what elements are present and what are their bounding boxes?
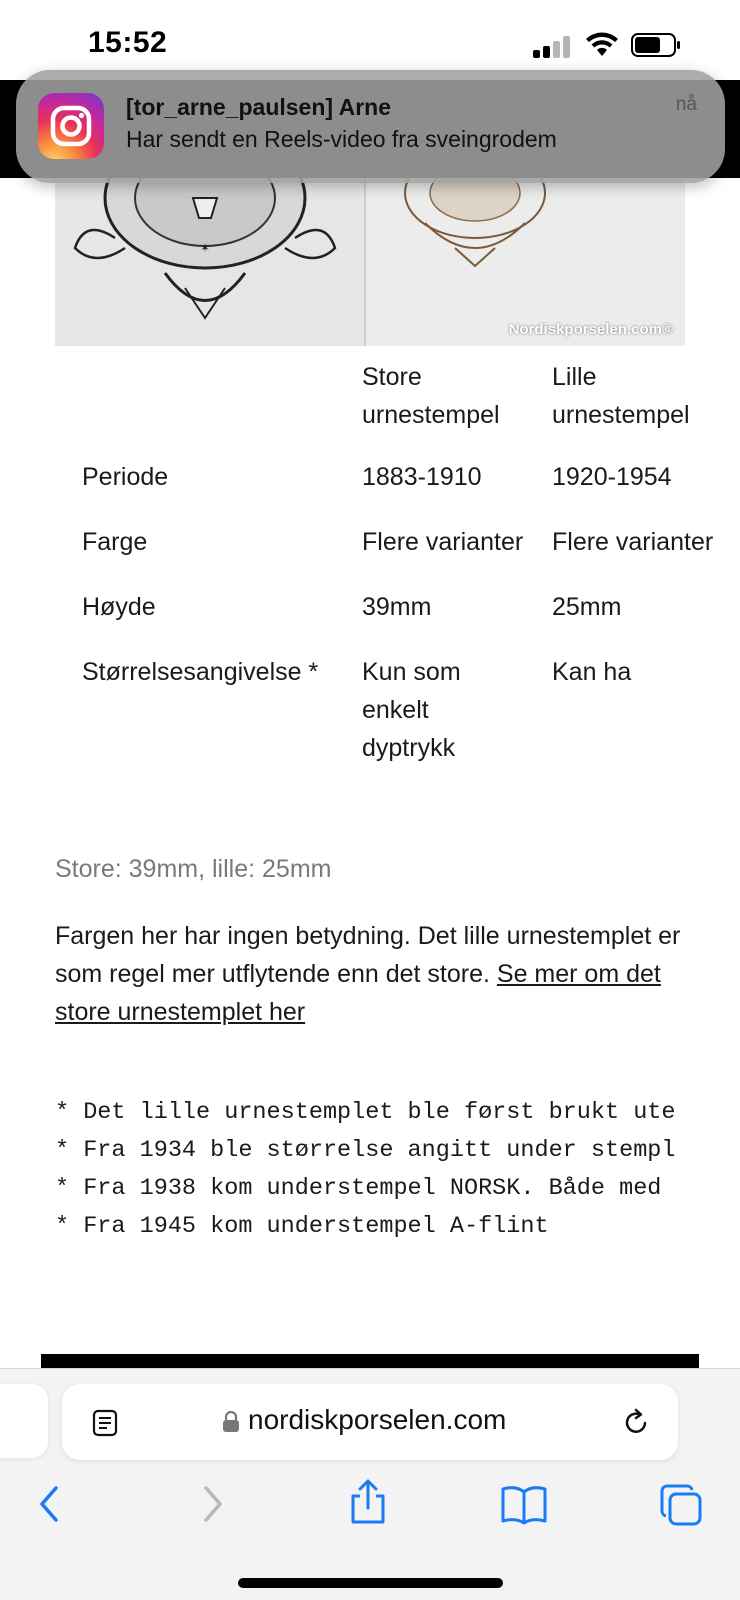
table-cell: Flere varianter xyxy=(552,528,714,556)
table-header-cell xyxy=(68,358,348,458)
previous-tab-preview[interactable] xyxy=(0,1384,48,1458)
stamp-comparison-image xyxy=(55,178,685,346)
table-row xyxy=(68,523,740,588)
paragraph-text: Fargen her har ingen betydning. Det lille urnestemplet er som regel mer utflytende enn det store. xyxy=(55,922,681,988)
table-row xyxy=(68,653,740,794)
table-cell-label: Farge xyxy=(82,528,148,556)
table-cell: 39mm xyxy=(362,593,432,621)
table-cell: Kan ha xyxy=(552,658,632,686)
lock-icon xyxy=(222,1411,240,1433)
page-footer-band xyxy=(41,1354,699,1368)
table-cell: 25mm xyxy=(552,593,622,621)
notes-block xyxy=(55,1094,740,1246)
note-line: * Fra 1934 ble størrelse angitt under stempl xyxy=(55,1137,676,1164)
reload-icon[interactable] xyxy=(620,1406,652,1438)
large-stamp-link[interactable]: Se mer om det store urnestemplet her xyxy=(55,960,661,1026)
battery-icon xyxy=(631,33,681,57)
table-row xyxy=(68,458,740,523)
wifi-icon xyxy=(584,30,620,58)
url-text[interactable]: nordiskporselen.com xyxy=(248,1404,507,1435)
status-bar xyxy=(0,0,740,80)
home-indicator[interactable] xyxy=(238,1578,503,1588)
table-cell-label: Størrelsesangivelse * xyxy=(82,658,319,686)
cellular-signal-icon xyxy=(533,36,573,58)
table-header-cell: Lille urnestempel xyxy=(552,363,690,429)
table-cell: 1920-1954 xyxy=(552,463,672,491)
image-watermark: Nordiskporselen.com© xyxy=(508,321,673,338)
tabs-icon[interactable] xyxy=(658,1482,704,1528)
address-bar[interactable] xyxy=(62,1384,678,1460)
instagram-icon xyxy=(38,93,104,159)
notification-title: [tor_arne_paulsen] Arne xyxy=(126,94,391,120)
description-paragraph xyxy=(55,917,695,1031)
note-line: * Det lille urnestemplet ble først brukt ute xyxy=(55,1099,676,1126)
status-time: 15:52 xyxy=(88,26,168,59)
notification-banner[interactable] xyxy=(16,70,725,183)
back-icon[interactable] xyxy=(28,1482,72,1526)
svg-text:✶: ✶ xyxy=(199,241,211,255)
notification-time: nå xyxy=(675,94,697,115)
table-cell-label: Periode xyxy=(82,463,169,491)
table-cell: 1883-1910 xyxy=(362,463,482,491)
share-icon[interactable] xyxy=(345,1478,391,1526)
table-header-cell: Store urnestempel xyxy=(362,363,500,429)
forward-icon[interactable] xyxy=(190,1482,234,1526)
notification-body: Har sendt en Reels-video fra sveingrodem xyxy=(126,126,557,152)
table-caption: Store: 39mm, lille: 25mm xyxy=(55,855,332,883)
note-line: * Fra 1938 kom understempel NORSK. Både med xyxy=(55,1175,662,1202)
bookmarks-icon[interactable] xyxy=(500,1482,548,1526)
note-line: * Fra 1945 kom understempel A-flint xyxy=(55,1213,549,1240)
table-cell: Flere varianter xyxy=(362,528,524,556)
table-cell: Kun som enkelt dyptrykk xyxy=(362,658,461,762)
stamp-spec-table xyxy=(68,358,740,794)
table-header-row xyxy=(68,358,740,458)
table-cell-label: Høyde xyxy=(82,593,156,621)
reader-icon[interactable] xyxy=(90,1408,120,1438)
table-row xyxy=(68,588,740,653)
